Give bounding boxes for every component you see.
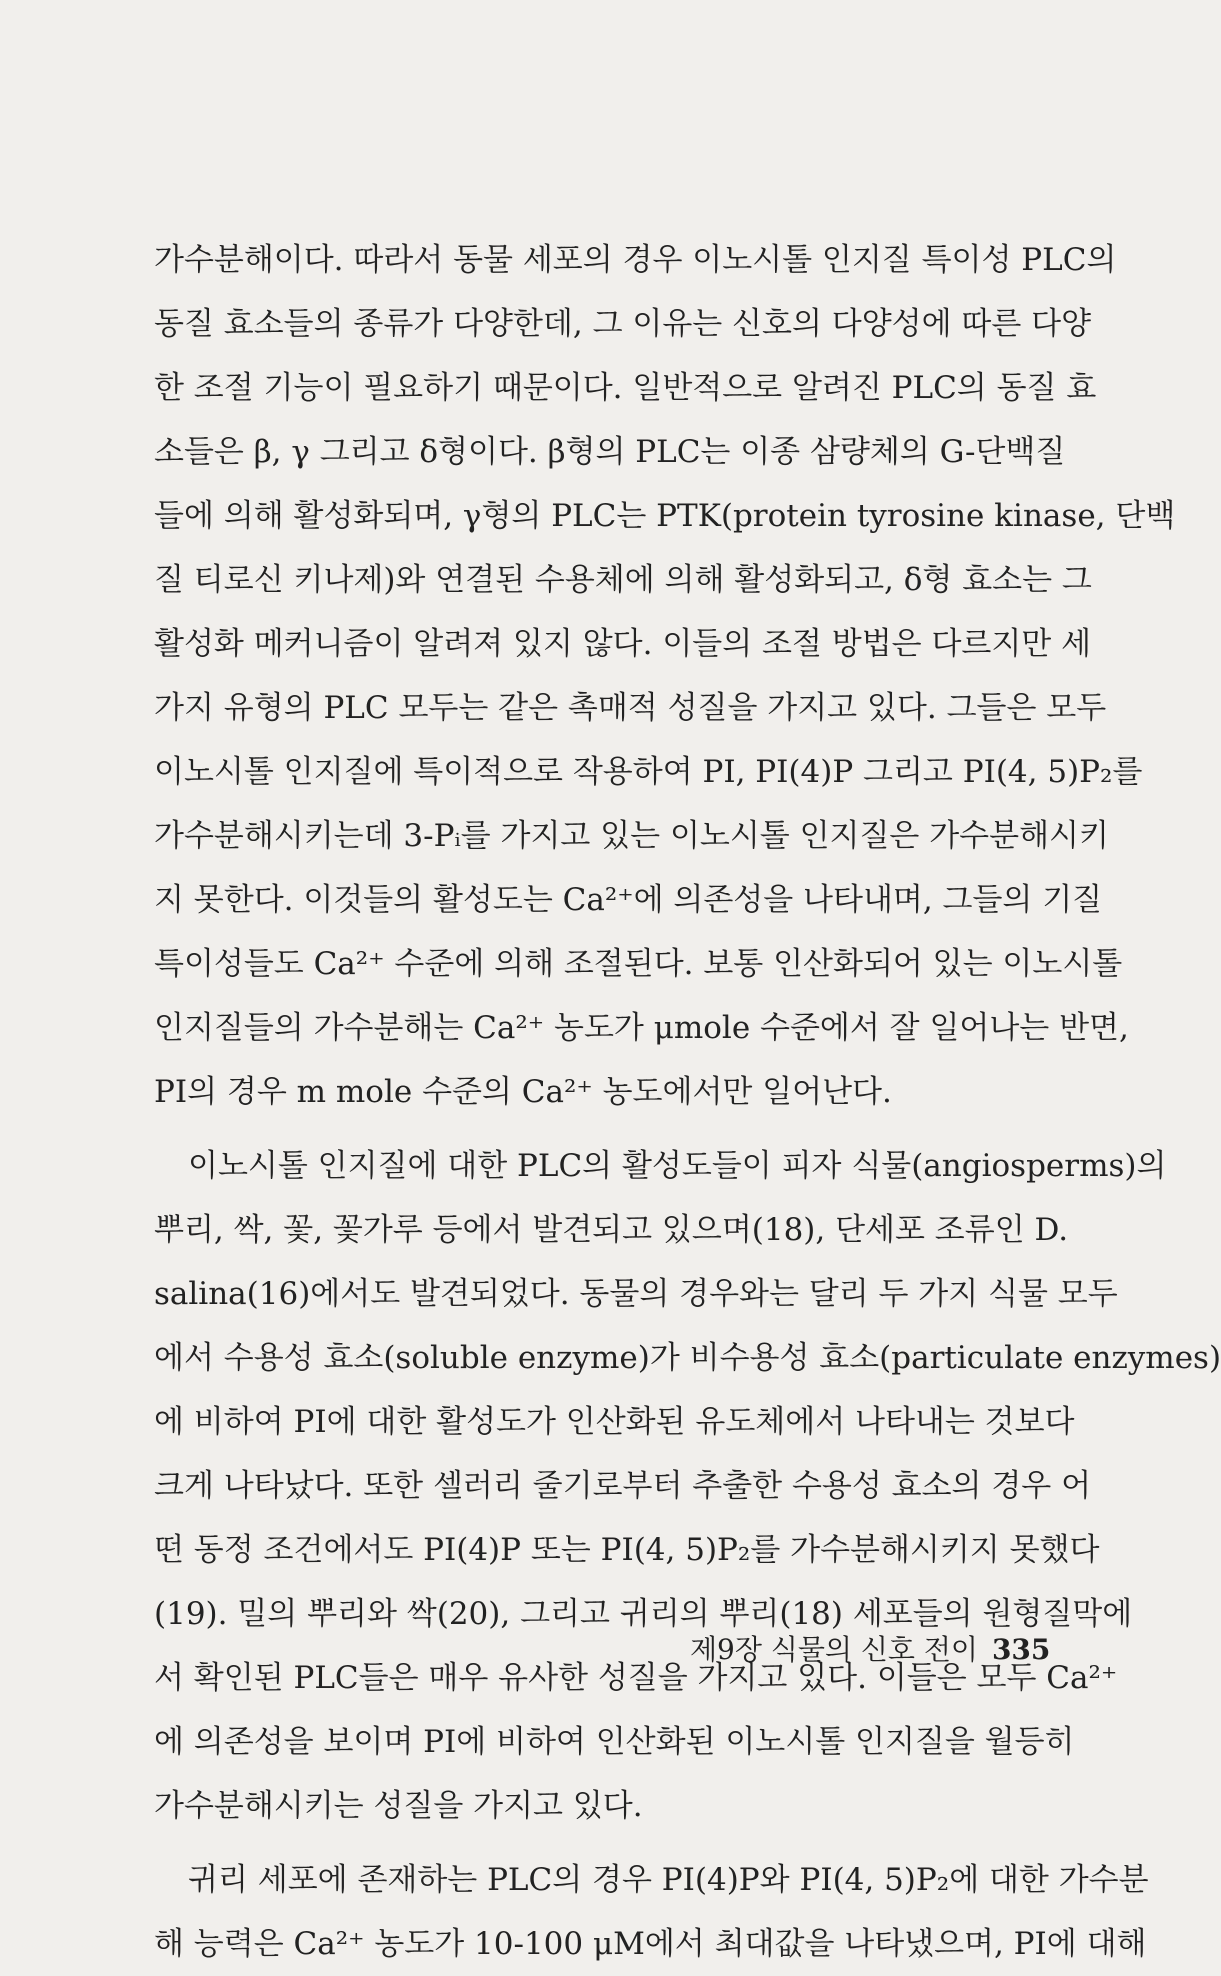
text-line: 에 의존성을 보이며 PI에 비하여 인산화된 이노시톨 인지질을 월등히 bbox=[154, 1724, 1075, 1760]
text-line: 이노시톨 인지질에 대한 PLC의 활성도들이 피자 식물(angiosperms)의 bbox=[188, 1148, 1167, 1184]
text-line: 지 못한다. 이것들의 활성도는 Ca²⁺에 의존성을 나타내며, 그들의 기질 bbox=[154, 882, 1103, 918]
text-line: 한 조절 기능이 필요하기 때문이다. 일반적으로 알려진 PLC의 동질 효 bbox=[154, 370, 1097, 406]
text-line: PI의 경우 m mole 수준의 Ca²⁺ 농도에서만 일어난다. bbox=[154, 1074, 892, 1110]
text-line: 뿌리, 싹, 꽃, 꽃가루 등에서 발견되고 있으며(18), 단세포 조류인 D. bbox=[154, 1212, 1069, 1248]
text-line: 가수분해이다. 따라서 동물 세포의 경우 이노시톨 인지질 특이성 PLC의 bbox=[154, 242, 1117, 278]
text-line: 질 티로신 키나제)와 연결된 수용체에 의해 활성화되고, δ형 효소는 그 bbox=[154, 562, 1092, 598]
text-line: 에서 수용성 효소(soluble enzyme)가 비수용성 효소(particulate enzymes) bbox=[154, 1340, 1221, 1376]
paragraph-3 bbox=[154, 1848, 1149, 1976]
text-line: 인지질들의 가수분해는 Ca²⁺ 농도가 μmole 수준에서 잘 일어나는 반면, bbox=[154, 1010, 1129, 1046]
text-line: 떤 동정 조건에서도 PI(4)P 또는 PI(4, 5)P₂를 가수분해시키지 못했다 bbox=[154, 1532, 1100, 1568]
text-line: 귀리 세포에 존재하는 PLC의 경우 PI(4)P와 PI(4, 5)P₂에 대한 가수분 bbox=[188, 1862, 1149, 1898]
running-footer bbox=[690, 1628, 1050, 1668]
text-line: 이노시톨 인지질에 특이적으로 작용하여 PI, PI(4)P 그리고 PI(4, 5)P₂를 bbox=[154, 754, 1143, 790]
paragraph-2 bbox=[154, 1134, 1221, 1838]
text-line: 서 확인된 PLC들은 매우 유사한 성질을 가지고 있다. 이들은 모두 Ca²⁺ bbox=[154, 1660, 1118, 1696]
text-line: 가지 유형의 PLC 모두는 같은 촉매적 성질을 가지고 있다. 그들은 모두 bbox=[154, 690, 1107, 726]
text-line: 활성화 메커니즘이 알려져 있지 않다. 이들의 조절 방법은 다르지만 세 bbox=[154, 626, 1092, 662]
text-line: 가수분해시키는 성질을 가지고 있다. bbox=[154, 1788, 643, 1824]
text-line: 동질 효소들의 종류가 다양한데, 그 이유는 신호의 다양성에 따른 다양 bbox=[154, 306, 1092, 342]
paragraph-1 bbox=[154, 228, 1176, 1124]
text-line: 특이성들도 Ca²⁺ 수준에 의해 조절된다. 보통 인산화되어 있는 이노시톨 bbox=[154, 946, 1123, 982]
text-line: salina(16)에서도 발견되었다. 동물의 경우와는 달리 두 가지 식물 모두 bbox=[154, 1276, 1118, 1312]
page-number: 335 bbox=[991, 1633, 1051, 1666]
text-line: 들에 의해 활성화되며, γ형의 PLC는 PTK(protein tyrosine kinase, 단백 bbox=[154, 498, 1176, 534]
body-text bbox=[154, 228, 1221, 1976]
text-line: 해 능력은 Ca²⁺ 농도가 10-100 μM에서 최대값을 나타냈으며, PI에 대해 bbox=[154, 1926, 1147, 1962]
text-line: 크게 나타났다. 또한 셀러리 줄기로부터 추출한 수용성 효소의 경우 어 bbox=[154, 1468, 1092, 1504]
chapter-title: 제9장 식물의 신호 전이 bbox=[690, 1633, 978, 1666]
text-line: 소들은 β, γ 그리고 δ형이다. β형의 PLC는 이종 삼량체의 G-단백질 bbox=[154, 434, 1066, 470]
text-line: 에 비하여 PI에 대한 활성도가 인산화된 유도체에서 나타내는 것보다 bbox=[154, 1404, 1075, 1440]
text-line: 가수분해시키는데 3-Pᵢ를 가지고 있는 이노시톨 인지질은 가수분해시키 bbox=[154, 818, 1109, 854]
text-line: (19). 밀의 뿌리와 싹(20), 그리고 귀리의 뿌리(18) 세포들의 원형질막에 bbox=[154, 1596, 1133, 1632]
